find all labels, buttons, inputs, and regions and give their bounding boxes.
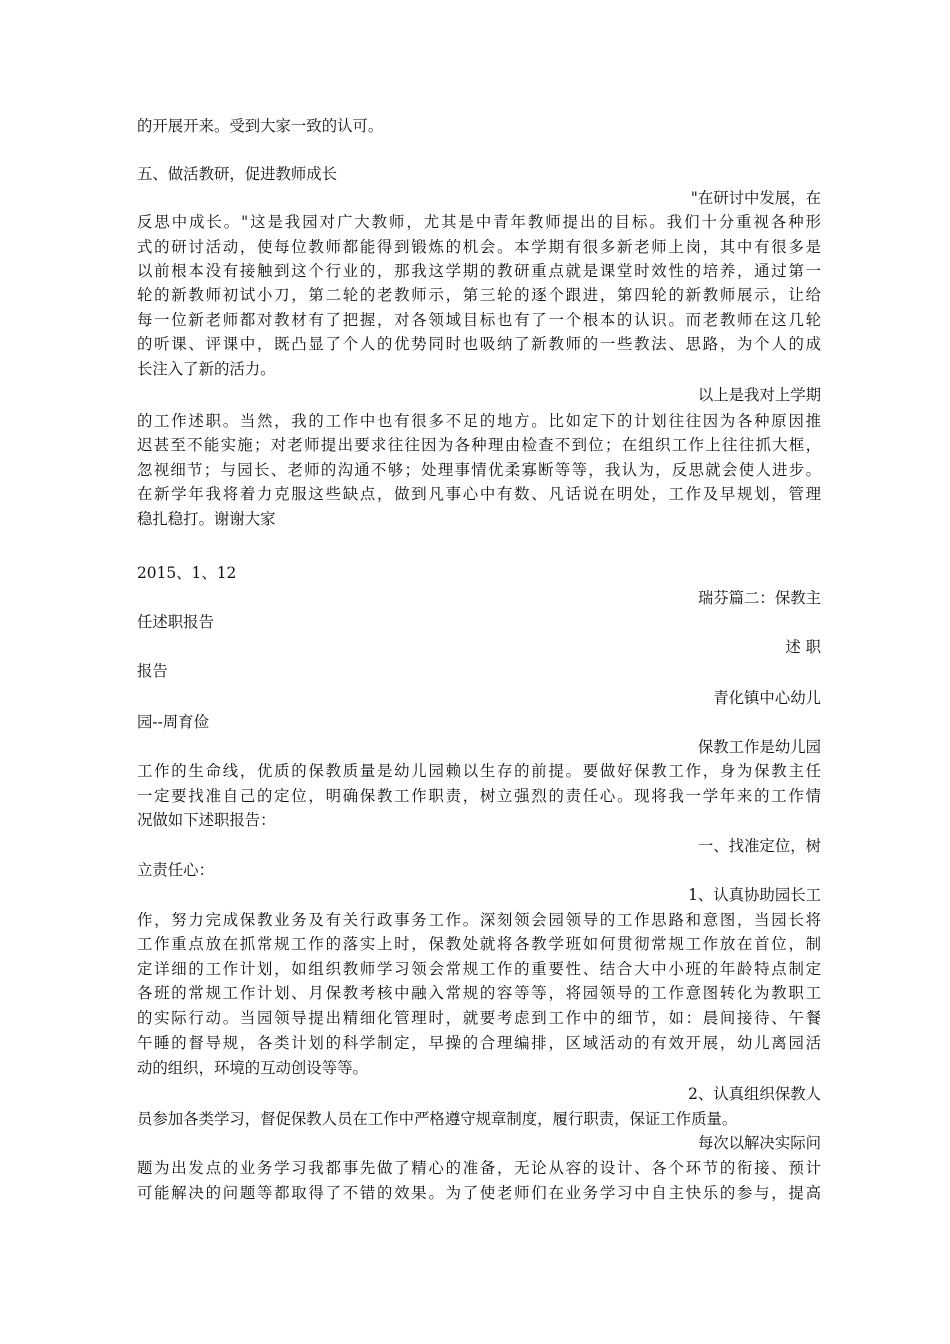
text-line: 园--周育俭 — [137, 713, 209, 731]
text-line: 1、认真协助园长工 — [688, 886, 821, 904]
date-line: 2015、1、12 — [137, 564, 237, 582]
text-line: 工作的生命线，优质的保教质量是幼儿园赖以生存的前提。要做好保教工作，身为保教主任 — [137, 762, 821, 780]
text-line: 定详细的工作计划，如组织教师学习领会常规工作的重要性、结合大中小班的年龄特点制定 — [137, 960, 821, 978]
text-line: 每一位新老师都对教材有了把握，对各领域目标也有了一个根本的认识。而老教师在这几轮 — [137, 311, 821, 329]
text-line: 况做如下述职报告： — [137, 811, 276, 829]
text-line: 每次以解决实际问 — [697, 1134, 821, 1152]
text-line: 一定要找准自己的定位，明确保教工作职责，树立强烈的责任心。现将我一学年来的工作情 — [137, 787, 821, 805]
text-line: 的实际行动。当园领导提出精细化管理时，就要考虑到工作中的细节，如：晨间接待、午餐 — [137, 1009, 821, 1027]
text-line: 员参加各类学习，督促保教人员在工作中严格遵守规章制度，履行职责，保证工作质量。 — [137, 1110, 738, 1128]
text-line: 动的组织，环境的互动创设等等。 — [137, 1059, 368, 1077]
text-line: 稳扎稳打。谢谢大家 — [137, 510, 276, 528]
text-line: 青化镇中心幼儿 — [713, 689, 821, 707]
text-line: 在新学年我将着力克服这些缺点，做到凡事心中有数、凡话说在明处，工作及早规划，管理 — [137, 485, 821, 503]
text-line: 报告 — [137, 662, 168, 680]
text-line: 述 职 — [785, 638, 821, 656]
text-line: 任述职报告 — [137, 613, 214, 631]
text-line: 的开展开来。受到大家一致的认可。 — [137, 117, 384, 135]
text-line: 的工作述职。当然，我的工作中也有很多不足的地方。比如定下的计划往往因为各种原因推 — [137, 412, 821, 430]
text-line: 保教工作是幼儿园 — [697, 738, 821, 756]
text-line: 瑞芬篇二：保教主 — [697, 589, 821, 607]
text-line: "在研讨中发展，在 — [690, 189, 821, 207]
text-line: 式的研讨活动，使每位教师都能得到锻炼的机会。本学期有很多新老师上岗，其中有很多是 — [137, 238, 821, 256]
text-line: 迟甚至不能实施；对老师提出要求往往因为各种理由检查不到位；在组织工作上往往抓大框， — [137, 436, 821, 454]
text-line: 作，努力完成保教业务及有关行政事务工作。深刻领会园领导的工作思路和意图，当园长将 — [137, 911, 821, 929]
text-line: 以前根本没有接触到这个行业的，那我这学期的教研重点就是课堂时效性的培养，通过第一 — [137, 262, 821, 280]
text-line: 忽视细节；与园长、老师的沟通不够；处理事情优柔寡断等等，我认为，反思就会使人进步。 — [137, 461, 821, 479]
text-line: 2、认真组织保教人 — [688, 1085, 821, 1103]
text-line: 可能解决的问题等都取得了不错的效果。为了使老师们在业务学习中自主快乐的参与，提高 — [137, 1184, 821, 1202]
section-heading: 一、找准定位，树 — [697, 837, 821, 855]
text-line: 以上是我对上学期 — [697, 386, 821, 404]
text-line: 立责任心： — [137, 861, 214, 879]
text-line: 的听课、评课中，既凸显了个人的优势同时也吸纳了新教师的一些教法、思路，为个人的成 — [137, 335, 821, 353]
text-line: 各班的常规工作计划、月保教考核中融入常规的容等等，将园领导的工作意图转化为教职工 — [137, 984, 821, 1002]
text-line: 午睡的督导规，各类计划的科学制定，早操的合理编排，区域活动的有效开展，幼儿离园活 — [137, 1034, 821, 1052]
text-line: 题为出发点的业务学习我都事先做了精心的准备，无论从容的设计、各个环节的衔接、预计 — [137, 1159, 821, 1177]
text-line: 工作重点放在抓常规工作的落实上时，保教处就将各教学班如何贯彻常规工作放在首位，制 — [137, 935, 821, 953]
section-heading: 五、做活教研，促进教师成长 — [137, 165, 338, 183]
text-line: 反思中成长。"这是我园对广大教师，尤其是中青年教师提出的目标。我们十分重视各种形 — [137, 213, 821, 231]
text-line: 长注入了新的活力。 — [137, 360, 276, 378]
text-line: 轮的新教师初试小刀，第二轮的老教师示，第三轮的逐个跟进，第四轮的新教师展示，让给 — [137, 286, 821, 304]
